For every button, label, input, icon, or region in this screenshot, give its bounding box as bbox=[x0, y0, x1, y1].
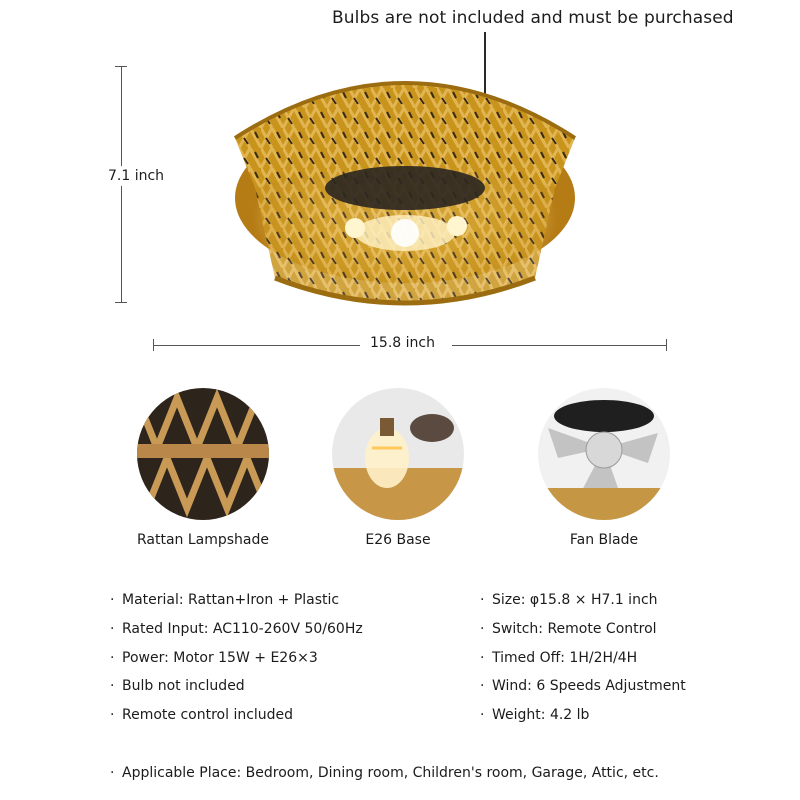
height-dim-label: 7.1 inch bbox=[108, 166, 178, 186]
spec-timed-off bbox=[480, 650, 637, 666]
spec-applicable-place bbox=[110, 765, 659, 781]
e26-base-detail-image bbox=[332, 388, 464, 520]
rattan-ceiling-fan-image bbox=[195, 28, 615, 318]
spec-bulb-text: Bulb not included bbox=[122, 678, 245, 694]
spec-remote bbox=[110, 707, 293, 723]
spec-material bbox=[110, 592, 339, 608]
rattan-lampshade-detail-image bbox=[137, 388, 269, 520]
spec-remote-text: Remote control included bbox=[122, 707, 294, 723]
width-dim-right-cap bbox=[666, 339, 667, 351]
bullet: · bbox=[480, 650, 485, 666]
spec-size-text: Size: φ15.8 × H7.1 inch bbox=[492, 592, 658, 608]
width-dim-label: 15.8 inch bbox=[370, 335, 435, 351]
spec-wind bbox=[480, 678, 686, 694]
bullet: · bbox=[110, 707, 115, 723]
spec-weight bbox=[480, 707, 589, 723]
bullet: · bbox=[110, 765, 115, 781]
fan-blade-detail-image bbox=[538, 388, 670, 520]
spec-power bbox=[110, 650, 318, 666]
spec-applicable-place-text: Applicable Place: Bedroom, Dining room, Children's room, Garage, Attic, etc. bbox=[122, 765, 659, 781]
bullet: · bbox=[110, 621, 115, 637]
fan-blade-caption: Fan Blade bbox=[569, 532, 639, 548]
width-dim-line-right bbox=[452, 345, 666, 346]
spec-timed-off-text: Timed Off: 1H/2H/4H bbox=[492, 650, 638, 666]
bullet: · bbox=[480, 678, 485, 694]
bullet: · bbox=[480, 621, 485, 637]
spec-switch bbox=[480, 621, 657, 637]
spec-material-text: Material: Rattan+Iron + Plastic bbox=[122, 592, 340, 608]
spec-rated-input bbox=[110, 621, 363, 637]
bullet: · bbox=[110, 678, 115, 694]
bullet: · bbox=[110, 592, 115, 608]
spec-size bbox=[480, 592, 658, 608]
spec-bulb bbox=[110, 678, 245, 694]
spec-rated-input-text: Rated Input: AC110-260V 50/60Hz bbox=[122, 621, 363, 637]
spec-power-text: Power: Motor 15W + E26×3 bbox=[122, 650, 318, 666]
bullet: · bbox=[480, 592, 485, 608]
rattan-lampshade-caption: Rattan Lampshade bbox=[136, 532, 270, 548]
height-dim-bottom-cap bbox=[115, 302, 127, 303]
spec-switch-text: Switch: Remote Control bbox=[492, 621, 657, 637]
e26-base-caption: E26 Base bbox=[365, 532, 431, 548]
spec-weight-text: Weight: 4.2 lb bbox=[492, 707, 590, 723]
bullet: · bbox=[110, 650, 115, 666]
bulb-note: Bulbs are not included and must be purchased bbox=[332, 8, 734, 28]
spec-wind-text: Wind: 6 Speeds Adjustment bbox=[492, 678, 686, 694]
bullet: · bbox=[480, 707, 485, 723]
width-dim-line-left bbox=[153, 345, 360, 346]
